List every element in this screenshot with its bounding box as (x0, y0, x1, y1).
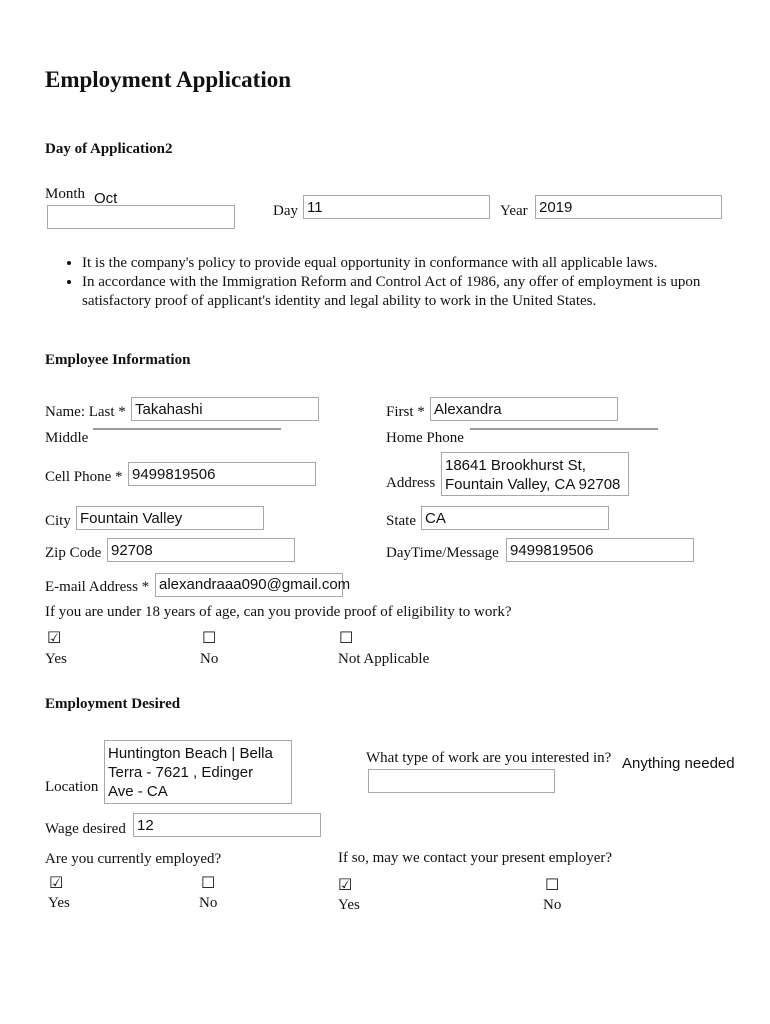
cell-phone-value: 9499819506 (132, 466, 216, 483)
under-18-no-label: No (200, 651, 219, 667)
employment-desired-heading: Employment Desired (45, 696, 181, 712)
policy-item-equal-opportunity: • It is the company's policy to provide equal opportunity in conformance with all applicable laws. (82, 254, 742, 273)
zip-code-field[interactable] (107, 538, 295, 562)
address-line-2: Fountain Valley, CA 92708 (445, 476, 621, 493)
work-type-label: What type of work are you interested in? (366, 750, 612, 766)
cell-phone-label: Cell Phone * (45, 469, 123, 485)
address-line-1: 18641 Brookhurst St, (445, 457, 586, 474)
location-field[interactable] (104, 740, 292, 804)
zip-code-label: Zip Code (45, 545, 102, 561)
work-type-value: Anything needed (622, 755, 735, 772)
email-value: alexandraaa090@gmail.com (159, 576, 351, 593)
wage-value: 12 (137, 817, 154, 834)
work-type-field[interactable] (368, 769, 555, 793)
day-value: 11 (307, 199, 323, 216)
city-label: City (45, 513, 71, 529)
employee-information-heading: Employee Information (45, 352, 191, 368)
day-field[interactable] (303, 195, 490, 219)
contact-yes-checkbox[interactable]: ☑ (338, 875, 353, 894)
home-phone-field[interactable] (470, 428, 658, 430)
wage-field[interactable] (133, 813, 321, 837)
under-18-yes-label: Yes (45, 651, 67, 667)
location-line-2: Terra - 7621 , Edinger (108, 764, 254, 781)
policy-list (64, 254, 742, 311)
email-label: E-mail Address * (45, 579, 150, 595)
employed-no-label: No (199, 895, 218, 911)
first-name-field[interactable] (430, 397, 618, 421)
year-label: Year (500, 203, 528, 219)
state-field[interactable] (421, 506, 609, 530)
currently-employed-question: Are you currently employed? (45, 851, 222, 867)
employed-yes-checkbox[interactable]: ☑ (49, 873, 64, 892)
day-of-application-heading: Day of Application2 (45, 141, 173, 157)
day-label: Day (273, 203, 298, 219)
month-label: Month (45, 186, 86, 202)
policy-item-immigration: • In accordance with the Immigration Reform and Control Act of 1986, any offer of employment is upon satisfactory proof of applicant's identity and legal ability to work in the United States. (82, 273, 742, 311)
wage-label: Wage desired (45, 821, 126, 837)
city-field[interactable] (76, 506, 264, 530)
under-18-yes-checkbox[interactable]: ☑ (47, 628, 62, 647)
location-line-1: Huntington Beach | Bella (108, 745, 273, 762)
contact-no-checkbox[interactable]: ☐ (545, 875, 560, 894)
location-label: Location (45, 779, 99, 795)
under-18-na-checkbox[interactable]: ☐ (339, 628, 354, 647)
employed-yes-label: Yes (48, 895, 70, 911)
daytime-message-label: DayTime/Message (386, 545, 499, 561)
year-field[interactable] (535, 195, 722, 219)
year-value: 2019 (539, 199, 573, 216)
month-value: Oct (94, 190, 118, 207)
zip-code-value: 92708 (111, 542, 153, 559)
address-field[interactable] (441, 452, 629, 496)
daytime-message-value: 9499819506 (510, 542, 594, 559)
under-18-na-label: Not Applicable (338, 651, 430, 667)
contact-yes-label: Yes (338, 897, 360, 913)
last-name-value: Takahashi (135, 401, 203, 418)
middle-name-label: Middle (45, 430, 89, 446)
location-line-3: Ave - CA (108, 783, 168, 800)
last-name-field[interactable] (131, 397, 319, 421)
page-title: Employment Application (45, 67, 292, 92)
daytime-message-field[interactable] (506, 538, 694, 562)
state-label: State (386, 513, 416, 529)
contact-no-label: No (543, 897, 562, 913)
contact-employer-question: If so, may we contact your present employer? (338, 850, 613, 866)
address-label: Address (386, 475, 436, 491)
home-phone-label: Home Phone (386, 430, 464, 446)
under-18-question: If you are under 18 years of age, can you provide proof of eligibility to work? (45, 604, 512, 620)
first-name-label: First * (386, 404, 425, 420)
city-value: Fountain Valley (80, 510, 183, 527)
state-value: CA (425, 510, 446, 527)
under-18-no-checkbox[interactable]: ☐ (202, 628, 217, 647)
first-name-value: Alexandra (434, 401, 502, 418)
last-name-label: Name: Last * (45, 404, 126, 420)
cell-phone-field[interactable] (128, 462, 316, 486)
employed-no-checkbox[interactable]: ☐ (201, 873, 216, 892)
month-field[interactable] (47, 205, 235, 229)
middle-name-field[interactable] (93, 428, 281, 430)
